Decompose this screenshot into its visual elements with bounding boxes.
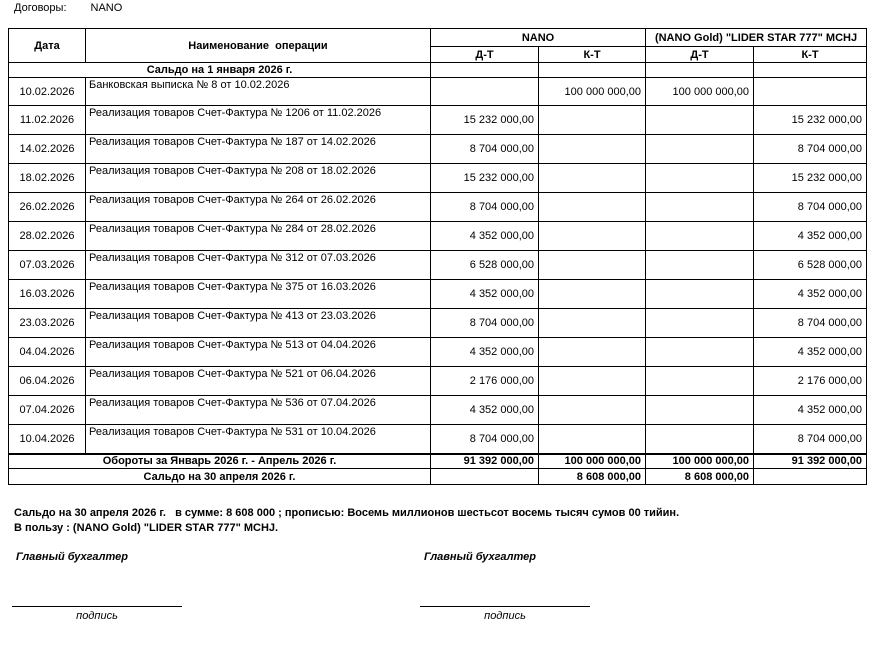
cell-credit-2: 15 232 000,00 <box>754 106 867 135</box>
cell-debit-1: 4 352 000,00 <box>431 280 539 309</box>
cell-debit-1: 6 528 000,00 <box>431 251 539 280</box>
balance-summary <box>14 506 679 536</box>
cell-credit-2: 4 352 000,00 <box>754 396 867 425</box>
reconciliation-table <box>8 28 867 485</box>
cell-credit-2: 8 704 000,00 <box>754 309 867 338</box>
cell-debit-1: 15 232 000,00 <box>431 106 539 135</box>
cell-empty <box>754 63 867 78</box>
cell-date: 10.04.2026 <box>9 425 86 454</box>
cell-date: 23.03.2026 <box>9 309 86 338</box>
closing-credit-2 <box>754 469 867 485</box>
cell-date: 14.02.2026 <box>9 135 86 164</box>
signatory-title: Главный бухгалтер <box>424 551 536 563</box>
col-header-operation: Наименование операции <box>86 29 431 63</box>
cell-credit-2: 8 704 000,00 <box>754 135 867 164</box>
signatory-title: Главный бухгалтер <box>16 551 128 563</box>
cell-debit-2 <box>646 338 754 367</box>
cell-debit-2 <box>646 396 754 425</box>
signature-line <box>12 606 182 607</box>
cell-debit-1: 8 704 000,00 <box>431 135 539 164</box>
table-row <box>9 135 867 164</box>
table-row <box>9 367 867 396</box>
cell-debit-1 <box>431 78 539 106</box>
table-row <box>9 78 867 106</box>
col-header-debit-2: Д-Т <box>646 47 754 63</box>
signature-block-right <box>420 551 590 622</box>
cell-operation: Реализация товаров Счет-Фактура № 312 от 07.03.2026 <box>86 251 431 280</box>
cell-credit-2 <box>754 78 867 106</box>
cell-credit-1: 100 000 000,00 <box>539 78 646 106</box>
cell-credit-2: 4 352 000,00 <box>754 338 867 367</box>
cell-credit-2: 4 352 000,00 <box>754 222 867 251</box>
cell-credit-2: 2 176 000,00 <box>754 367 867 396</box>
cell-credit-1 <box>539 106 646 135</box>
turnover-credit-2: 91 392 000,00 <box>754 454 867 469</box>
summary-line-2: В пользу : (NANO Gold) "LIDER STAR 777" MCHJ. <box>14 522 279 534</box>
turnover-debit-1: 91 392 000,00 <box>431 454 539 469</box>
col-header-date: Дата <box>9 29 86 63</box>
col-group-nano: NANO <box>431 29 646 47</box>
cell-debit-2 <box>646 135 754 164</box>
document-header <box>14 2 122 14</box>
signature-line <box>420 606 590 607</box>
cell-debit-2 <box>646 222 754 251</box>
turnover-label: Обороты за Январь 2026 г. - Апрель 2026 г. <box>9 454 431 469</box>
cell-operation: Банковская выписка № 8 от 10.02.2026 <box>86 78 431 106</box>
cell-operation: Реализация товаров Счет-Фактура № 413 от 23.03.2026 <box>86 309 431 338</box>
contracts-label: Договоры: <box>14 2 67 14</box>
cell-date: 06.04.2026 <box>9 367 86 396</box>
col-group-nano-gold: (NANO Gold) "LIDER STAR 777" MCHJ <box>646 29 867 47</box>
table-row <box>9 425 867 454</box>
col-header-credit-1: К-Т <box>539 47 646 63</box>
turnover-debit-2: 100 000 000,00 <box>646 454 754 469</box>
cell-operation: Реализация товаров Счет-Фактура № 513 от 04.04.2026 <box>86 338 431 367</box>
cell-debit-2 <box>646 106 754 135</box>
col-header-credit-2: К-Т <box>754 47 867 63</box>
cell-date: 16.03.2026 <box>9 280 86 309</box>
closing-debit-1 <box>431 469 539 485</box>
cell-debit-1: 8 704 000,00 <box>431 193 539 222</box>
cell-credit-1 <box>539 251 646 280</box>
table-row <box>9 164 867 193</box>
cell-credit-2: 8 704 000,00 <box>754 193 867 222</box>
cell-operation: Реализация товаров Счет-Фактура № 208 от 18.02.2026 <box>86 164 431 193</box>
cell-debit-2 <box>646 309 754 338</box>
cell-debit-1: 4 352 000,00 <box>431 396 539 425</box>
closing-balance-label: Сальдо на 30 апреля 2026 г. <box>9 469 431 485</box>
cell-debit-2 <box>646 280 754 309</box>
cell-credit-1 <box>539 396 646 425</box>
cell-credit-1 <box>539 222 646 251</box>
cell-credit-1 <box>539 135 646 164</box>
col-header-debit-1: Д-Т <box>431 47 539 63</box>
cell-operation: Реализация товаров Счет-Фактура № 521 от 06.04.2026 <box>86 367 431 396</box>
table-body <box>9 63 867 485</box>
cell-credit-2: 8 704 000,00 <box>754 425 867 454</box>
cell-credit-1 <box>539 280 646 309</box>
header-row-groups <box>9 29 867 47</box>
cell-empty <box>646 63 754 78</box>
cell-credit-1 <box>539 425 646 454</box>
cell-operation: Реализация товаров Счет-Фактура № 536 от 07.04.2026 <box>86 396 431 425</box>
cell-empty <box>539 63 646 78</box>
table-row <box>9 251 867 280</box>
cell-operation: Реализация товаров Счет-Фактура № 187 от 14.02.2026 <box>86 135 431 164</box>
cell-date: 10.02.2026 <box>9 78 86 106</box>
turnover-row <box>9 454 867 469</box>
table-row <box>9 338 867 367</box>
cell-operation: Реализация товаров Счет-Фактура № 375 от 16.03.2026 <box>86 280 431 309</box>
cell-credit-2: 4 352 000,00 <box>754 280 867 309</box>
signature-caption: подпись <box>76 610 118 622</box>
cell-debit-2: 100 000 000,00 <box>646 78 754 106</box>
cell-operation: Реализация товаров Счет-Фактура № 531 от 10.04.2026 <box>86 425 431 454</box>
cell-credit-1 <box>539 164 646 193</box>
table-row <box>9 193 867 222</box>
cell-credit-1 <box>539 367 646 396</box>
table-row <box>9 106 867 135</box>
summary-line-1: Сальдо на 30 апреля 2026 г. в сумме: 8 608 000 ; прописью: Восемь миллионов шестьсот восемь тысяч сумов 00 тийин. <box>14 507 680 519</box>
cell-date: 04.04.2026 <box>9 338 86 367</box>
table-row <box>9 222 867 251</box>
opening-balance-row <box>9 63 867 78</box>
cell-credit-1 <box>539 309 646 338</box>
cell-operation: Реализация товаров Счет-Фактура № 284 от 28.02.2026 <box>86 222 431 251</box>
contracts-value: NANO <box>90 2 123 14</box>
closing-credit-1: 8 608 000,00 <box>539 469 646 485</box>
table-row <box>9 280 867 309</box>
cell-credit-2: 15 232 000,00 <box>754 164 867 193</box>
cell-debit-1: 15 232 000,00 <box>431 164 539 193</box>
cell-date: 28.02.2026 <box>9 222 86 251</box>
cell-debit-1: 4 352 000,00 <box>431 222 539 251</box>
turnover-credit-1: 100 000 000,00 <box>539 454 646 469</box>
cell-operation: Реализация товаров Счет-Фактура № 264 от 26.02.2026 <box>86 193 431 222</box>
cell-debit-2 <box>646 425 754 454</box>
cell-debit-2 <box>646 193 754 222</box>
cell-debit-1: 8 704 000,00 <box>431 309 539 338</box>
cell-date: 07.03.2026 <box>9 251 86 280</box>
cell-credit-1 <box>539 338 646 367</box>
table-row <box>9 309 867 338</box>
cell-date: 18.02.2026 <box>9 164 86 193</box>
table-row <box>9 396 867 425</box>
cell-date: 11.02.2026 <box>9 106 86 135</box>
signature-caption: подпись <box>484 610 526 622</box>
cell-debit-1: 8 704 000,00 <box>431 425 539 454</box>
cell-credit-2: 6 528 000,00 <box>754 251 867 280</box>
closing-debit-2: 8 608 000,00 <box>646 469 754 485</box>
cell-debit-1: 4 352 000,00 <box>431 338 539 367</box>
closing-balance-row <box>9 469 867 485</box>
cell-operation: Реализация товаров Счет-Фактура № 1206 от 11.02.2026 <box>86 106 431 135</box>
signature-block-left <box>12 551 182 622</box>
cell-debit-2 <box>646 251 754 280</box>
cell-credit-1 <box>539 193 646 222</box>
opening-balance-label: Сальдо на 1 января 2026 г. <box>9 63 431 78</box>
cell-debit-1: 2 176 000,00 <box>431 367 539 396</box>
cell-debit-2 <box>646 164 754 193</box>
cell-date: 07.04.2026 <box>9 396 86 425</box>
cell-date: 26.02.2026 <box>9 193 86 222</box>
cell-empty <box>431 63 539 78</box>
cell-debit-2 <box>646 367 754 396</box>
